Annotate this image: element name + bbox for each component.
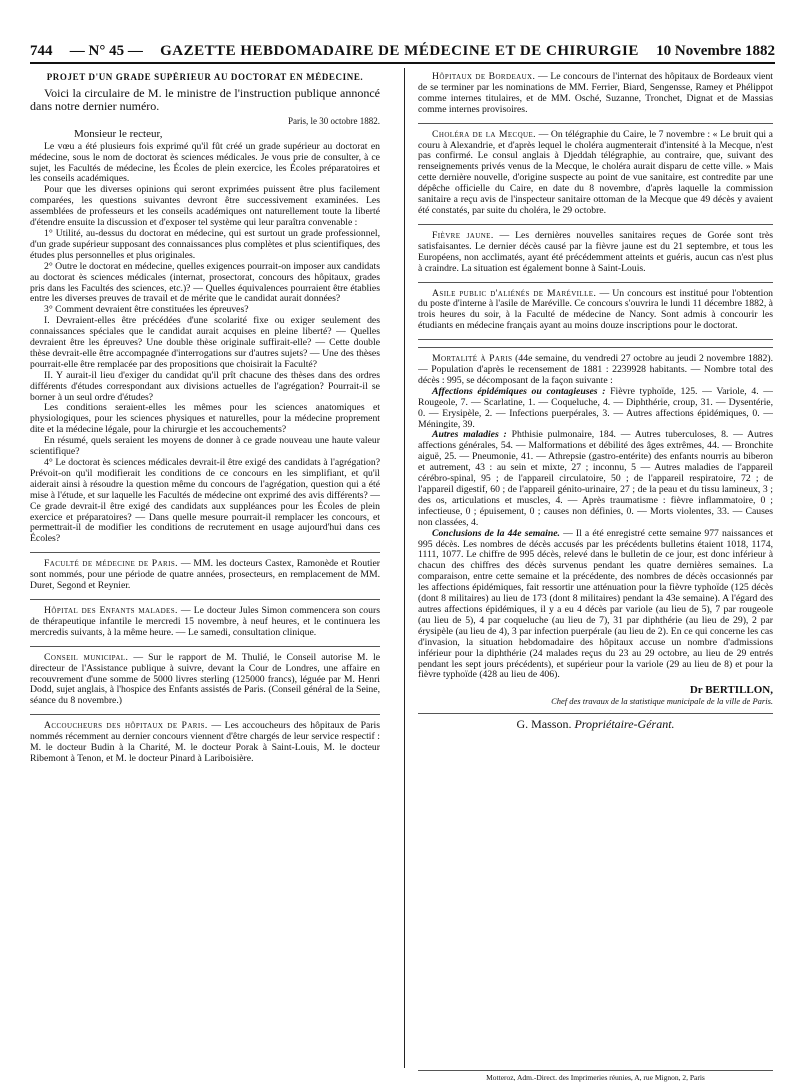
separator [418,224,773,225]
news-item-bordeaux [418,72,773,116]
news-body: — MM. les docteurs Castex, Ramonède et Routier sont nommés, pour une période de quatre années, prosecteurs, en remplacement de MM. Duret, Segond et Reynier. [30,558,380,592]
news-body: (44e semaine, du vendredi 27 octobre au jeudi 2 novembre 1882). — Population d'après le recensement de 1881 : 2239928 habitants. — Nombre total des décès : 995, se décomposant de la façon suivante : [418,353,773,386]
section-heading: PROJET D'UN GRADE SUPÉRIEUR AU DOCTORAT EN MÉDECINE. [46,72,364,82]
column-divider [404,68,405,1068]
news-body: Phthisie pulmonaire, 184. — Autres tuberculoses, 8. — Autres affections générales, 54. — Malformations et débilité des âges extrêmes, 44. — Bronchite aiguë, 25. — Pneumonie, 41. — Athrepsie (gastro-entérite) des enfants nourris au biberon et autrement, 43 : au sein et mixte, 27 ; inconnu, 5 — Autres maladies de l'appareil cérébro-spinal, 95 ; de l'appareil circulatoire, 50 ; de l'appareil respiratoire, 72 ; de l'appareil digestif, 60 ; de l'appareil génito-urinaire, 27 ; de la peau et du tissu lamineux, 3 ; des os, articulations et muscles, 4. — Après traumatisme : fièvre inflammatoire, 0 ; infectieuse, 0 ; épuisement, 0 ; causes non définies, 0. — Morts violentes, 33. — Causes non classées, 4. [418,429,773,528]
news-item-enfants [30,606,380,639]
letter-date: Paris, le 30 octobre 1882. [288,115,380,126]
journal-title: GAZETTE HEBDOMADAIRE DE MÉDECINE ET DE CHIRURGIE [160,42,639,59]
publisher-name: G. Masson. [516,717,572,732]
news-body: — Les dernières nouvelles sanitaires reçues de Gorée sont très satisfaisantes. Le dernier décès causé par la fièvre jaune est du 21 septembre, et tous les Européens, non acclimatés, ayant été précédemment atteints et guéris, aucun cas n'est plus à craindre. La situation est également bonne à Saint-Louis. [418,229,773,274]
separator [418,282,773,283]
salutation: Monsieur le recteur, [74,127,163,140]
paragraph: 2° Outre le doctorat en médecine, quelles exigences pourrait-on imposer aux candidats au doctorat ès sciences médicales (internat, prosectorat, concours des hôpitaux, grades pris dans les Facultés des sciences, etc.)? — Quelles équivalences pourraient être établies entre les diverses preuves de travail et de mérite que le candidat aurait données? [30,260,380,305]
signature: Dr BERTILLON, [689,684,773,697]
news-item-fievre [418,231,773,275]
separator [30,552,380,553]
affections-epidemiques [418,387,773,431]
news-item-accoucheurs [30,721,380,765]
paragraph: En résumé, quels seraient les moyens de donner à ce grade nouveau une haute valeur scientifique? [30,435,380,458]
news-heading: Faculté de médecine de Paris. [44,558,178,570]
separator [418,339,773,340]
issue-date: 10 Novembre 1882 [656,42,775,59]
paragraph: 4° Le doctorat ès sciences médicales devrait-il être exigé des candidats à l'agrégation? Prévoit-on qu'il modifierait les conditions de ce concours en les simplifiant, et qu'il aiderait ainsi à résoudre la question même du concours de l'agrégation, question qui a été mise à l'étude, et sur laquelle les Facultés de médecine ont exprimé des avis différents? — Ce grade devrait-il être exigé des candidats aux suppléances pour les Écoles de plein exercice et préparatoires? — Dans quelle mesure pourrait-il remplacer les concours, et permettrait-il de modifier les conditions de recrutement en usage aujourd'hui dans ces Écoles? [30,457,380,545]
publisher-role: Propriétaire-Gérant. [574,717,675,732]
paragraph: 3° Comment devraient être constituées les épreuves? [44,304,249,316]
left-column [30,72,380,1062]
printer-imprint: Motteroz, Adm.-Direct. des Imprimeries réunies, A, rue Mignon, 2, Paris [418,1070,773,1082]
news-heading: Hôpital des Enfants malades. [44,604,178,616]
paragraph: Pour que les diverses opinions qui seront exprimées puissent être plus facilement comparées, les questions suivantes devront être successivement examinées. Les assemblées de professeurs et les conseils académiques ont naturellement toute la liberté d'étendre ensuite la discussion et d'exposer tel système qui leur paraîtra convenable : [30,184,380,229]
news-body: — On télégraphie du Caire, le 7 novembre : « Le bruit qui a couru à Alexandrie, et d'après lequel le choléra augmenterait d'intensité à la Mecque, n'est pas confirmé. Le consul anglais à Djeddah télégraphie, au contraire, que, suivant des renseignements privés venus de la Mecque, le choléra aurait disparu de cette ville. » Mais cette dernière nouvelle, d'origine suspecte au point de vue sanitaire, est contredite par une dépêche officielle du Caire, en date du 8 novembre, d'après laquelle la commission sanitaire a reçu avis de l'inspecteur sanitaire ottoman de la Mecque que 49 décès y avaient été constatés, par suite du choléra, le 29 octobre. [418,128,773,216]
paragraph: II. Y aurait-il lieu d'exiger du candidat qu'il prît chacune des thèses dans des ordres différents d'études correspondant aux divisions actuelles de l'agrégation? Pourrait-il se borner à un seul ordre d'études? [30,369,380,403]
news-heading: Asile public d'aliénés de Maréville. [432,287,597,299]
separator [30,714,380,715]
paragraph: 1° Utilité, au-dessus du doctorat en médecine, qui est surtout un grade professionnel, d'un grade supérieur supposant des connaissances plus complètes et plus scientifiques, des études plus personnelles et plus originales. [30,227,380,261]
conclusions [418,529,773,682]
separator [418,347,773,348]
news-heading: Fièvre jaune. [432,229,494,241]
news-item-conseil [30,653,380,708]
subheading: Autres maladies : [432,429,507,441]
signature-title: Chef des travaux de la statistique municipale de la ville de Paris. [551,696,773,707]
news-body: — Un concours est institué pour l'obtention du poste d'interne à l'asile de Maréville. Ce concours s'ouvrira le lundi 11 décembre 1882, à trois heures du soir, à la Faculté de médecine de Nancy. Sont admis à concourir les étudiants en médecine français ayant au moins douze inscriptions pour le doctorat. [418,287,773,332]
news-heading: Conseil municipal. [44,651,129,663]
mortalite-intro [418,354,773,387]
news-item-asile [418,289,773,333]
subheading: Affections épidémiques ou contagieuses : [432,385,606,397]
publisher-line [418,713,773,730]
paragraph: Le vœu a été plusieurs fois exprimé qu'il fût créé un grade supérieur au doctorat en médecine, sous le nom de doctorat ès sciences médicales. Je vous prie de consulter, à ce sujet, les Facultés de médecine, les Écoles de plein exercice, les Écoles préparatoires et les conseils académiques. [30,140,380,185]
page-header [30,40,775,64]
news-heading: Hôpitaux de Bordeaux. [432,72,536,82]
news-body: — Il a été enregistré cette semaine 977 naissances et 995 décès. Les nombres de décès accusés par les précédents bulletins étaient 1018, 1174, 1111, 1077. Le chiffre de 995 décès, relevé dans le bulletin de ce jour, est donc inférieur à chacun des chiffres des décès survenus pendant les quatre dernières semaines. La comparaison, entre cette semaine et la précédente, des nombres de décès occasionnés par les affections épidémiques, fait ressortir une atténuation pour la fièvre typhoïde (125 décès (dont 8 militaires) au lieu de 173 (dont 8 militaires) pendant la 43e semaine). A l'égard des autres affections épidémiques, il y a eu 4 décès par variole (au lieu de 5), 7 par rougeole (au lieu de 5), 4 par coqueluche (au lieu de 7), 31 par diphthérie (au lieu de 29), 2 par érysipèle (au lieu de 4), 3 par infection puerpérale (au lieu de 2). En ce qui concerne les cas d'invasion, la situation hebdomadaire des hôpitaux accuse un nombre d'admissions inférieur pour la diphthérie (24 malades reçus du 23 au 29 octobre, au lieu de 29 entrés pendant les sept jours précédents), et supérieur pour la variole (29 au lieu de 8) et pour la fièvre typhoïde (428 au lieu de 406). [418,527,773,681]
news-body: — Sur le rapport de M. Thulié, le Conseil autorise M. le directeur de l'Assistance publique à suivre, devant la Cour de Londres, une affaire en recouvrement d'une somme de 5000 livres sterling (125000 francs), léguée par M. Henri Dodd, sujet anglais, à l'hospice des Enfants assistés de Paris. (Conseil général de la Seine, séance du 8 novembre.) [30,651,380,707]
separator [30,599,380,600]
separator [30,646,380,647]
paragraph: I. Devraient-elles être précédées d'une scolarité fixe ou exiger seulement des connaissances spéciales que le candidat aurait acquises en pleine liberté? — Quelles devraient être les épreuves? Une double thèse originale suffirait-elle? — Cette double thèse devrait-elle être accompagnée d'interrogations sur d'autres sujets? — Une des thèses pourrait-elle être remplacée par des propositions que choisirait la Faculté? [30,315,380,370]
news-body: — Le docteur Jules Simon commencera son cours de thérapeutique infantile le mercredi 15 novembre, à neuf heures, et le continuera les mercredis suivants, à la même heure. — Le samedi, consultation clinique. [30,604,380,638]
page-number: 744 [30,42,53,59]
paragraph: Les conditions seraient-elles les mêmes pour les sciences anatomiques et physiologiques, pour les sciences physiques et naturelles, pour la médecine proprement dite et la médecine légale, pour la chirurgie et les accouchements? [30,402,380,436]
news-heading: Choléra de la Mecque. [432,128,536,140]
autres-maladies [418,430,773,528]
right-column [418,72,773,1062]
separator [418,123,773,124]
news-body: — Le concours de l'internat des hôpitaux de Bordeaux vient de se terminer par les nominations de MM. Ferrier, Biard, Sengensse, Ramey et Phélippot comme internes titulaires, et de MM. Osché, Suzanne, Tronchet, Dignat et de Massias comme internes provisoires. [418,72,773,115]
news-body: Fièvre typhoïde, 125. — Variole, 4. — Rougeole, 7. — Scarlatine, 1. — Coqueluche, 4. — Diphthérie, croup, 31. — Dysentérie, 0. — Erysipèle, 2. — Infections puerpérales, 3. — Autres affections épidémiques, 0. — Méningite, 39. [418,385,773,430]
subheading: Conclusions de la 44e semaine. [432,527,560,539]
news-heading: Mortalité à Paris [432,353,513,365]
issue-number: — N° 45 — [69,42,143,59]
news-item-faculte [30,559,380,592]
news-item-cholera [418,130,773,217]
news-body: — Les accoucheurs des hôpitaux de Paris nommés récemment au dernier concours viennent d'être chargés de leur service respectif : M. le docteur Budin à la Charité, M. le docteur Porak à Saint-Louis, M. le docteur Ribemont à Tenon, et M. le docteur Pinard à Lariboisière. [30,720,380,764]
news-heading: Accoucheurs des hôpitaux de Paris. [44,720,208,732]
circular-intro: Voici la circulaire de M. le ministre de l'instruction publique annoncé dans notre dernier numéro. [30,85,380,113]
